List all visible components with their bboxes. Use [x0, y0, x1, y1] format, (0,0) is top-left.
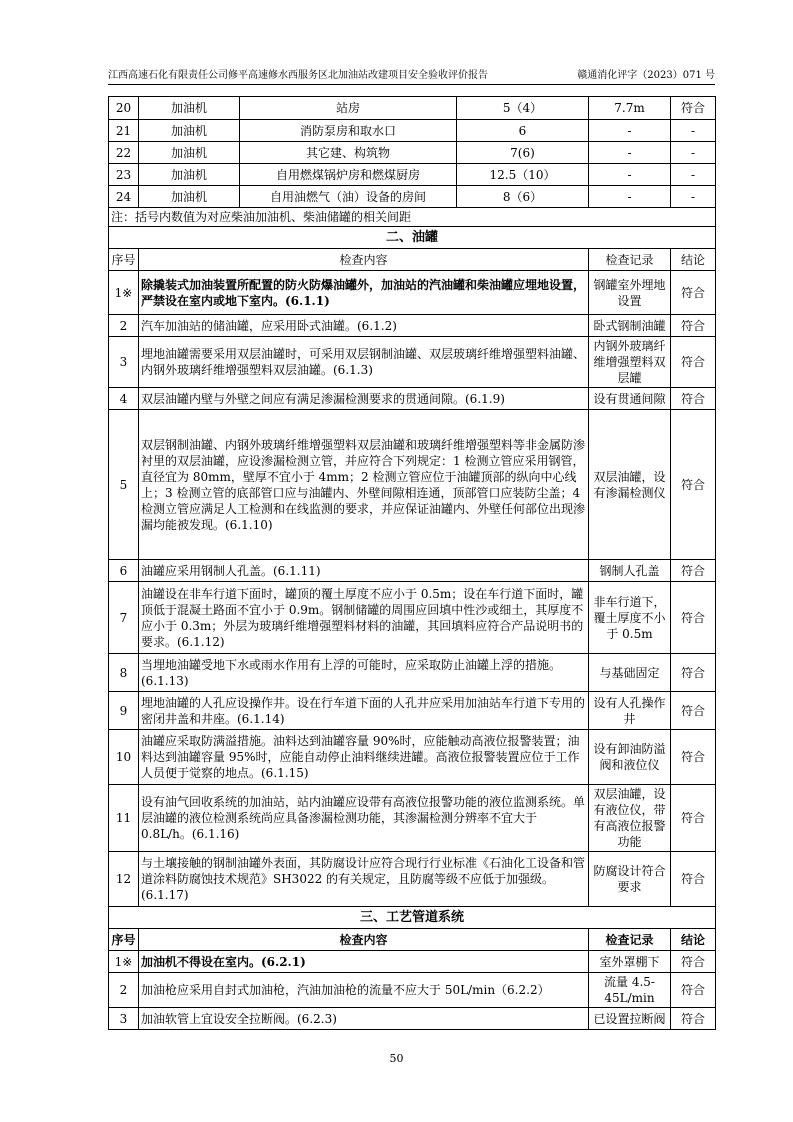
conclusion: - [671, 164, 716, 186]
header-record: 检查记录 [589, 929, 671, 951]
note-block [109, 208, 716, 227]
section-title-row [109, 907, 716, 929]
note-row [109, 208, 716, 227]
conclusion: 符合 [671, 951, 716, 973]
required-distance: 8（6） [457, 186, 589, 208]
row-number: 3 [109, 1008, 139, 1030]
check-record: 流量 4.5-45L/min [589, 973, 671, 1008]
conclusion: - [671, 120, 716, 142]
row-number: 1※ [109, 271, 139, 315]
conclusion: 符合 [671, 852, 716, 907]
required-distance: 7(6) [457, 142, 589, 164]
table-row [109, 271, 716, 315]
check-content: 埋地油罐的人孔应设操作井。设在行车道下面的人孔井应采用加油站车行道下专用的密闭井盖和井座。(6.1.14) [139, 692, 589, 730]
check-record: 防腐设计符合要求 [589, 852, 671, 907]
section-title-row [109, 227, 716, 249]
facility-a: 加油机 [139, 120, 240, 142]
section-tanks [109, 227, 716, 907]
check-content: 加油枪应采用自封式加油枪，汽油加油枪的流量不应大于 50L/min（6.2.2） [139, 973, 589, 1008]
facility-a: 加油机 [139, 97, 240, 120]
conclusion: 符合 [671, 582, 716, 654]
check-record: 设有卸油防溢阀和液位仪 [589, 730, 671, 785]
table-row [109, 410, 716, 560]
conclusion: - [671, 186, 716, 208]
section-header-row [109, 249, 716, 271]
check-content: 与土壤接触的钢制油罐外表面，其防腐设计应符合现行行业标准《石油化工设备和管道涂料防腐蚀技术规范》SH3022 的有关规定，且防腐等级不应低于加强级。(6.1.17) [139, 852, 589, 907]
row-number: 7 [109, 582, 139, 654]
actual-distance: - [589, 186, 671, 208]
row-number: 22 [109, 142, 139, 164]
row-number: 3 [109, 337, 139, 388]
header-result: 结论 [671, 929, 716, 951]
inspection-table [108, 96, 716, 1030]
row-number: 6 [109, 560, 139, 582]
conclusion: 符合 [671, 973, 716, 1008]
check-record: 内钢外玻璃纤维增强塑料双层罐 [589, 337, 671, 388]
row-number: 2 [109, 315, 139, 337]
facility-b: 自用燃煤锅炉房和燃煤厨房 [240, 164, 457, 186]
check-record: 双层油罐，设有液位仪，带有高液位报警功能 [589, 785, 671, 852]
check-content: 加油机不得设在室内。(6.2.1) [139, 951, 589, 973]
header-project-title: 江西高速石化有限责任公司修平高速修水西服务区北加油站改建项目安全验收评价报告 [108, 70, 488, 81]
facility-a: 加油机 [139, 142, 240, 164]
facility-a: 加油机 [139, 164, 240, 186]
required-distance: 6 [457, 120, 589, 142]
row-number: 20 [109, 97, 139, 120]
check-record: 双层油罐，设有渗漏检测仪 [589, 410, 671, 560]
required-distance: 12.5（10） [457, 164, 589, 186]
header-no: 序号 [109, 249, 139, 271]
check-content: 埋地油罐需要采用双层油罐时，可采用双层钢制油罐、双层玻璃纤维增强塑料油罐、内钢外玻璃纤维增强塑料双层油罐。(6.1.3) [139, 337, 589, 388]
check-content: 双层油罐内壁与外壁之间应有满足渗漏检测要求的贯通间隙。(6.1.9) [139, 388, 589, 410]
section-piping [109, 907, 716, 1030]
conclusion: 符合 [671, 785, 716, 852]
conclusion: 符合 [671, 1008, 716, 1030]
header-content: 检查内容 [139, 929, 589, 951]
check-content: 油罐设在非车行道下面时，罐顶的覆土厚度不应小于 0.5m；设在车行道下面时，罐顶低于混凝土路面不宜小于 0.9m。钢制储罐的周围应回填中性沙或细土，其厚度不应小于 0.3m；外层为玻璃纤维增强塑料材料的油罐，其回填料应符合产品说明书的要求。(6.1.12) [139, 582, 589, 654]
check-record: 与基础固定 [589, 654, 671, 692]
conclusion: 符合 [671, 97, 716, 120]
facility-b: 其它建、构筑物 [240, 142, 457, 164]
table-row [109, 120, 716, 142]
row-number: 1※ [109, 951, 139, 973]
header-record: 检查记录 [589, 249, 671, 271]
check-record: 室外罩棚下 [589, 951, 671, 973]
note-text: 注：括号内数值为对应柴油加油机、柴油储罐的相关间距 [109, 208, 716, 227]
section-header-row [109, 929, 716, 951]
check-content: 加油软管上宜设安全拉断阀。(6.2.3) [139, 1008, 589, 1030]
table-row [109, 315, 716, 337]
row-number: 9 [109, 692, 139, 730]
check-record: 钢制人孔盖 [589, 560, 671, 582]
check-content: 设有油气回收系统的加油站，站内油罐应设带有高液位报警功能的液位监测系统。单层油罐的液位检测系统尚应具备渗漏检测功能，其渗漏检测分辨率不宜大于 0.8L/h。(6.1.16) [139, 785, 589, 852]
table-row [109, 582, 716, 654]
table-row [109, 973, 716, 1008]
table-row [109, 560, 716, 582]
table-row [109, 785, 716, 852]
table-row [109, 388, 716, 410]
actual-distance: 7.7m [589, 97, 671, 120]
conclusion: 符合 [671, 560, 716, 582]
row-number: 5 [109, 410, 139, 560]
table-row [109, 1008, 716, 1030]
check-content: 双层钢制油罐、内钢外玻璃纤维增强塑料双层油罐和玻璃纤维增强塑料等非金属防渗衬里的双层油罐，应设渗漏检测立管，并应符合下列规定：1 检测立管应采用钢管，直径宜为 80mm，壁厚不宜小于 4mm；2 检测立管应位于油罐顶部的纵向中心线上；3 检测立管的底部管口应与油罐内、外壁间隙相连通，顶部管口应装防尘盖；4 检测立管应满足人工检测和在线监测的要求，并应保证油罐内、外壁任何部位出现渗漏均能被发现。(6.1.10) [139, 410, 589, 560]
check-content: 除撬装式加油装置所配置的防火防爆油罐外，加油站的汽油罐和柴油罐应埋地设置，严禁设在室内或地下室内。(6.1.1) [139, 271, 589, 315]
conclusion: - [671, 142, 716, 164]
table-row [109, 730, 716, 785]
check-record: 设有贯通间隙 [589, 388, 671, 410]
conclusion: 符合 [671, 654, 716, 692]
facility-b: 消防泵房和取水口 [240, 120, 457, 142]
row-number: 8 [109, 654, 139, 692]
conclusion: 符合 [671, 410, 716, 560]
section-title: 二、油罐 [109, 227, 716, 249]
header-report-number: 赣通消化评字（2023）071 号 [577, 70, 715, 81]
table-row [109, 654, 716, 692]
actual-distance: - [589, 164, 671, 186]
page-number: 50 [389, 1052, 404, 1065]
conclusion: 符合 [671, 692, 716, 730]
table-row [109, 164, 716, 186]
check-content: 当埋地油罐受地下水或雨水作用有上浮的可能时，应采取防止油罐上浮的措施。(6.1.13) [139, 654, 589, 692]
conclusion: 符合 [671, 271, 716, 315]
check-record: 设有人孔操作井 [589, 692, 671, 730]
check-record: 卧式钢制油罐 [589, 315, 671, 337]
row-number: 24 [109, 186, 139, 208]
row-number: 10 [109, 730, 139, 785]
row-number: 11 [109, 785, 139, 852]
table-row [109, 142, 716, 164]
check-record: 已设置拉断阀 [589, 1008, 671, 1030]
table-row [109, 186, 716, 208]
facility-b: 自用油燃气（油）设备的房间 [240, 186, 457, 208]
table-row [109, 692, 716, 730]
header-content: 检查内容 [139, 249, 589, 271]
check-record: 非车行道下，覆土厚度不小于 0.5m [589, 582, 671, 654]
table-row [109, 951, 716, 973]
actual-distance: - [589, 142, 671, 164]
check-record: 钢罐室外埋地设置 [589, 271, 671, 315]
conclusion: 符合 [671, 388, 716, 410]
actual-distance: - [589, 120, 671, 142]
distance-rows [109, 97, 716, 208]
table-row [109, 852, 716, 907]
check-content: 油罐应采取防满溢措施。油料达到油罐容量 90%时，应能触动高液位报警装置；油料达到油罐容量 95%时，应能自动停止油料继续进罐。高液位报警装置应位于工作人员便于觉察的地点。(6.1.15) [139, 730, 589, 785]
header-result: 结论 [671, 249, 716, 271]
row-number: 21 [109, 120, 139, 142]
header-no: 序号 [109, 929, 139, 951]
facility-b: 站房 [240, 97, 457, 120]
page-header [108, 64, 715, 85]
conclusion: 符合 [671, 315, 716, 337]
row-number: 2 [109, 973, 139, 1008]
conclusion: 符合 [671, 730, 716, 785]
conclusion: 符合 [671, 337, 716, 388]
row-number: 12 [109, 852, 139, 907]
check-content: 汽车加油站的储油罐，应采用卧式油罐。(6.1.2) [139, 315, 589, 337]
row-number: 4 [109, 388, 139, 410]
check-content: 油罐应采用钢制人孔盖。(6.1.11) [139, 560, 589, 582]
table-row [109, 97, 716, 120]
facility-a: 加油机 [139, 186, 240, 208]
section-title: 三、工艺管道系统 [109, 907, 716, 929]
row-number: 23 [109, 164, 139, 186]
table-row [109, 337, 716, 388]
required-distance: 5（4） [457, 97, 589, 120]
